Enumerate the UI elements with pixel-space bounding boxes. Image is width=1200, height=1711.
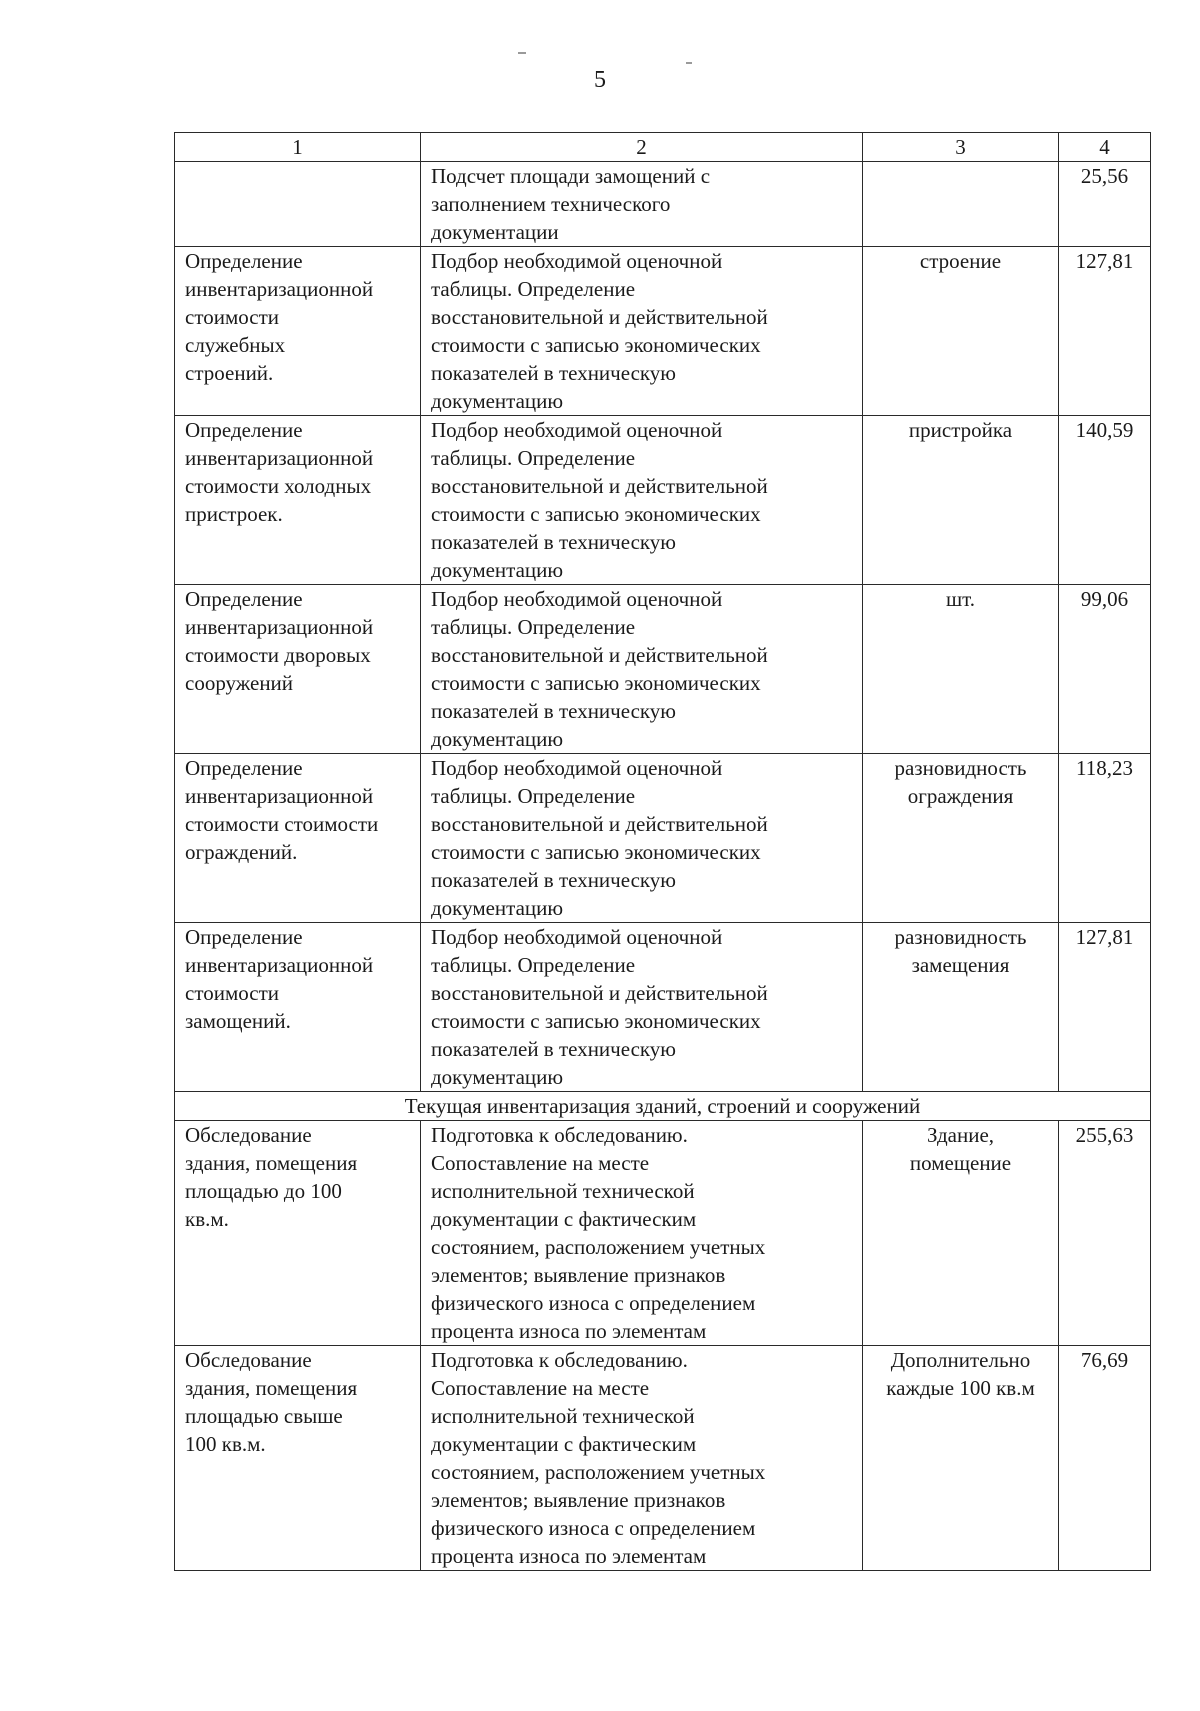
work-name: Обследование здания, помещения площадью свыше 100 кв.м.	[185, 1348, 358, 1456]
price-cell	[1059, 162, 1151, 247]
work-description: Подбор необходимой оценочной таблицы. Определение восстановительной и действительной стоимости с записью экономических показателей в техническую документацию	[431, 249, 768, 413]
price-cell	[1059, 247, 1151, 416]
unit-cell	[863, 923, 1059, 1092]
price: 127,81	[1075, 249, 1134, 273]
unit-cell	[863, 585, 1059, 754]
unit: разновидность ограждения	[894, 756, 1027, 808]
price-cell	[1059, 754, 1151, 923]
price-cell	[1059, 1346, 1151, 1571]
work-name: Определение инвентаризационной стоимости замощений.	[185, 925, 374, 1033]
table-row	[175, 416, 1151, 585]
work-description-cell	[421, 754, 863, 923]
table-row	[175, 923, 1151, 1092]
unit: шт.	[945, 587, 976, 611]
section-title: Текущая инвентаризация зданий, строений и сооружений	[175, 1092, 1151, 1121]
work-name: Определение инвентаризационной стоимости служебных строений.	[185, 249, 374, 385]
price: 25,56	[1080, 164, 1129, 188]
work-name: Определение инвентаризационной стоимости холодных пристроек.	[185, 418, 374, 526]
price-cell	[1059, 416, 1151, 585]
unit-cell	[863, 1346, 1059, 1571]
unit-cell	[863, 247, 1059, 416]
work-name-cell	[175, 1346, 421, 1571]
scan-mark	[518, 52, 526, 54]
table-row	[175, 162, 1151, 247]
work-description: Подготовка к обследованию. Сопоставление на месте исполнительной технической документации с фактическим состоянием, расположением учетных элементов; выявление признаков физического износа с определением процента износа по элементам	[431, 1348, 766, 1568]
column-header: 3	[863, 133, 1059, 162]
table-row	[175, 1346, 1151, 1571]
price: 255,63	[1075, 1123, 1134, 1147]
price: 127,81	[1075, 925, 1134, 949]
work-description: Подготовка к обследованию. Сопоставление на месте исполнительной технической документации с фактическим состоянием, расположением учетных элементов; выявление признаков физического износа с определением процента износа по элементам	[431, 1123, 766, 1343]
work-description-cell	[421, 1346, 863, 1571]
column-header: 2	[421, 133, 863, 162]
work-name-cell	[175, 1121, 421, 1346]
unit: строение	[919, 249, 1002, 273]
work-name-cell	[175, 416, 421, 585]
page-number: 5	[594, 67, 606, 93]
work-description-cell	[421, 162, 863, 247]
column-header: 1	[175, 133, 421, 162]
price: 140,59	[1075, 418, 1134, 442]
table-body	[175, 162, 1151, 1571]
price: 99,06	[1080, 587, 1129, 611]
table-row	[175, 1121, 1151, 1346]
unit-cell	[863, 754, 1059, 923]
unit: Здание, помещение	[909, 1123, 1012, 1175]
unit-cell	[863, 162, 1059, 247]
work-name-cell	[175, 585, 421, 754]
work-name-cell	[175, 162, 421, 247]
table-row	[175, 754, 1151, 923]
work-description-cell	[421, 585, 863, 754]
section-row	[175, 1092, 1151, 1121]
work-description: Подсчет площади замощений с заполнением технического документации	[431, 164, 711, 244]
price-cell	[1059, 585, 1151, 754]
work-name-cell	[175, 923, 421, 1092]
work-description-cell	[421, 416, 863, 585]
work-name: Определение инвентаризационной стоимости дворовых сооружений	[185, 587, 374, 695]
unit-cell	[863, 1121, 1059, 1346]
unit: Дополнительно каждые 100 кв.м	[886, 1348, 1035, 1400]
scan-mark	[686, 62, 692, 64]
unit: разновидность замещения	[894, 925, 1027, 977]
unit: пристройка	[908, 418, 1013, 442]
work-description-cell	[421, 1121, 863, 1346]
work-description-cell	[421, 247, 863, 416]
table-row	[175, 585, 1151, 754]
price: 118,23	[1076, 756, 1133, 780]
work-description: Подбор необходимой оценочной таблицы. Определение восстановительной и действительной стоимости с записью экономических показателей в техническую документацию	[431, 756, 768, 920]
work-name-cell	[175, 754, 421, 923]
price-cell	[1059, 923, 1151, 1092]
column-header: 4	[1059, 133, 1151, 162]
table-row	[175, 247, 1151, 416]
work-description: Подбор необходимой оценочной таблицы. Определение восстановительной и действительной стоимости с записью экономических показателей в техническую документацию	[431, 418, 768, 582]
work-description-cell	[421, 923, 863, 1092]
unit-cell	[863, 416, 1059, 585]
price: 76,69	[1080, 1348, 1129, 1372]
work-name-cell	[175, 247, 421, 416]
work-name: Определение инвентаризационной стоимости стоимости ограждений.	[185, 756, 379, 864]
table-header-row	[175, 133, 1151, 162]
work-description: Подбор необходимой оценочной таблицы. Определение восстановительной и действительной стоимости с записью экономических показателей в техническую документацию	[431, 925, 768, 1089]
price-cell	[1059, 1121, 1151, 1346]
work-description: Подбор необходимой оценочной таблицы. Определение восстановительной и действительной стоимости с записью экономических показателей в техническую документацию	[431, 587, 768, 751]
work-name: Обследование здания, помещения площадью до 100 кв.м.	[185, 1123, 358, 1231]
tariff-table	[174, 132, 1151, 1571]
